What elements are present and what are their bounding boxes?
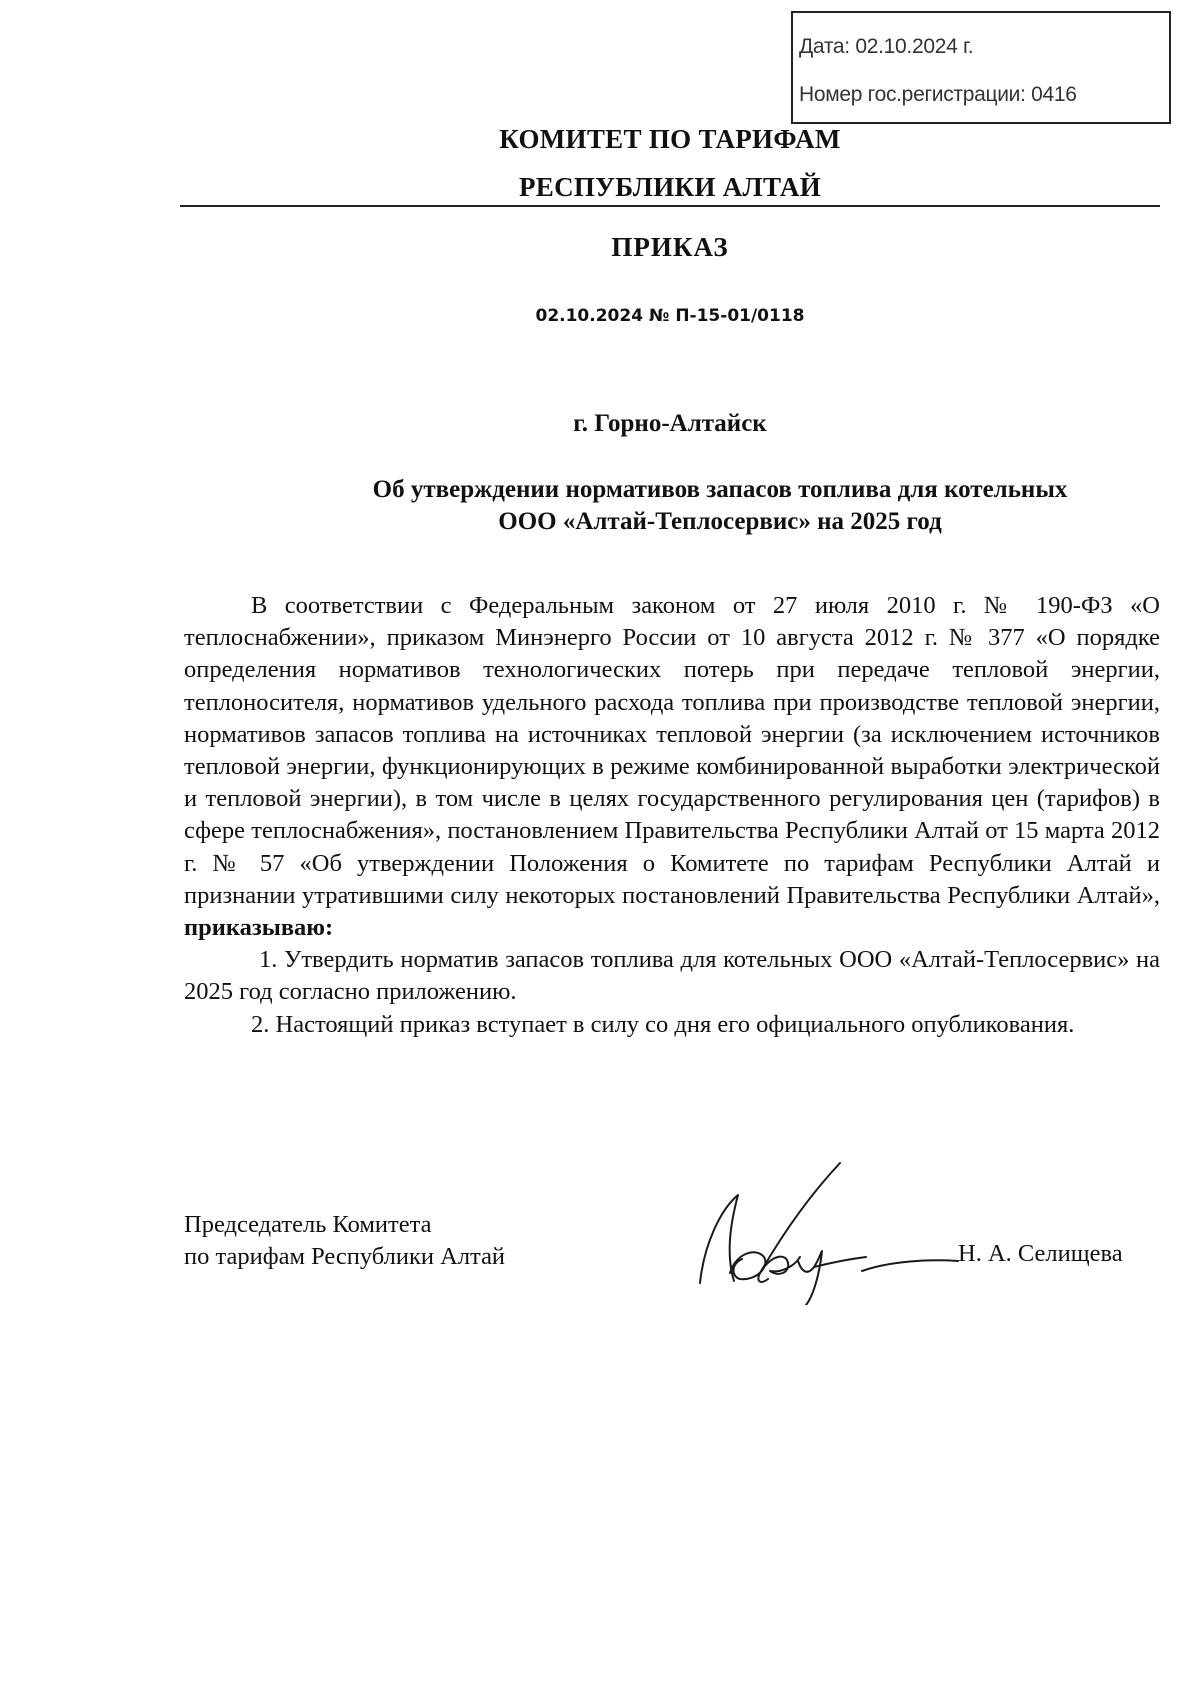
order-item-2: 2. Настоящий приказ вступает в силу со дня его официального опубликования. xyxy=(251,1010,1075,1038)
document-type: ПРИКАЗ xyxy=(611,232,729,262)
signatory-name: Н. А. Селищева xyxy=(958,1240,1123,1267)
header-divider xyxy=(180,205,1160,207)
document-subject xyxy=(280,474,1160,538)
committee-name-line1: КОМИТЕТ ПО ТАРИФАМ xyxy=(499,124,841,154)
registration-stamp xyxy=(791,11,1171,124)
signatory-position xyxy=(184,1209,505,1273)
document-city: г. Горно-Алтайск xyxy=(573,410,767,437)
signatory-position-line2: по тарифам Республики Алтай xyxy=(184,1243,506,1270)
subject-line2: ООО «Алтай-Теплосервис» на 2025 год xyxy=(498,508,942,535)
order-word: приказываю: xyxy=(184,914,334,942)
signatory-position-line1: Председатель Комитета xyxy=(184,1211,432,1238)
registration-date: Дата: 02.10.2024 г. xyxy=(799,35,974,58)
document-body xyxy=(184,590,1160,1041)
document-number: 02.10.2024 № П-15-01/0118 xyxy=(535,306,805,326)
order-item-1: 1. Утвердить норматив запасов топлива для котельных ООО «Алтай-Теплосервис» на 2025 год согласно приложению. xyxy=(184,946,1160,1006)
preamble-text: В соответствии с Федеральным законом от 27 июля 2010 г. № 190-ФЗ «О теплоснабжении», приказом Минэнерго России от 10 августа 2012 г. № 377 «О порядке определения нормативов технологических потерь при передаче тепловой энергии, теплоносителя, нормативов удельного расхода топлива при производстве тепловой энергии, нормативов запасов топлива на источниках тепловой энергии (за исключением источников тепловой энергии, функционирующих в режиме комбинированной выработки электрической и тепловой энергии), в том числе в целях государственного регулирования цен (тарифов) в сфере теплоснабжения», постановлением Правительства Республики Алтай от 15 марта 2012 г. № 57 «Об утверждении Положения о Комитете по тарифам Республики Алтай и признании утратившими силу некоторых постановлений Правительства Республики Алтай», xyxy=(184,592,1160,909)
body-preamble xyxy=(184,590,1160,944)
registration-number: Номер гос.регистрации: 0416 xyxy=(799,83,1077,106)
subject-line1: Об утверждении нормативов запасов топлива для котельных xyxy=(372,476,1068,503)
handwritten-signature xyxy=(690,1155,960,1305)
committee-name-line2: РЕСПУБЛИКИ АЛТАЙ xyxy=(518,172,822,202)
